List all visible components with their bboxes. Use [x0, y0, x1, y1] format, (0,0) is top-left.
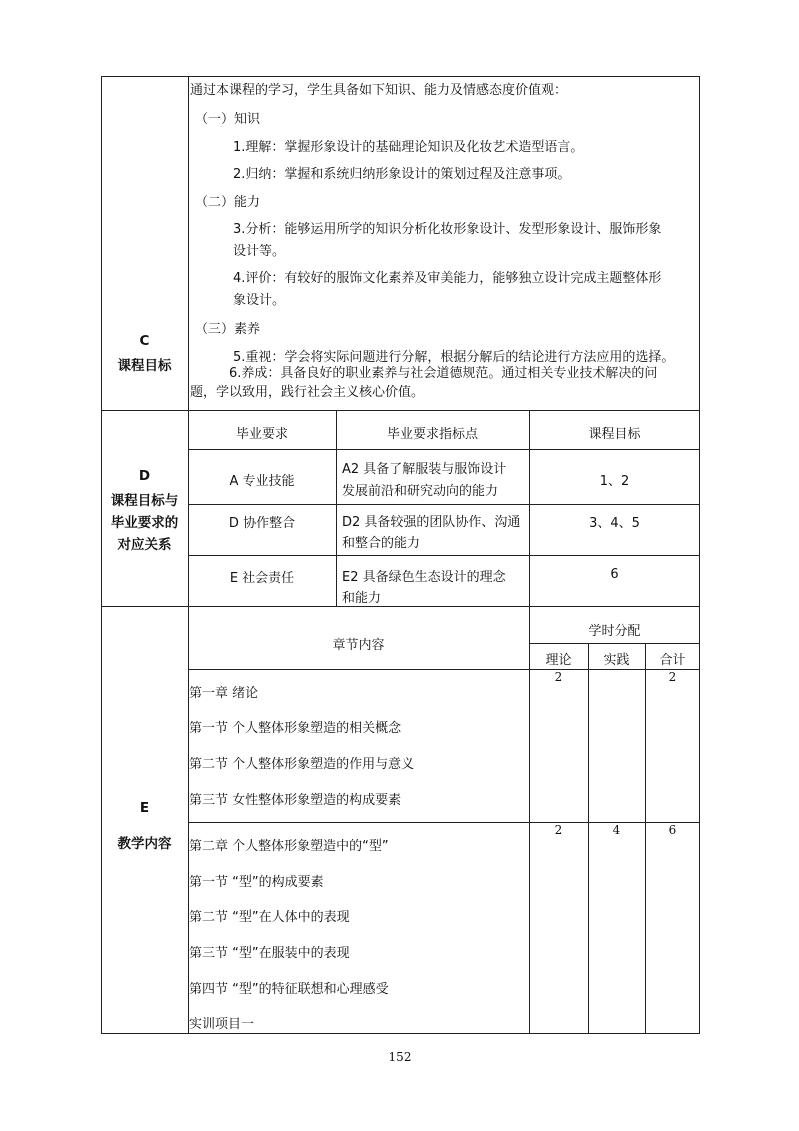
section-e-code: E	[139, 800, 150, 816]
c-item-6-line1: 6.养成：具备良好的职业素养与社会道德规范。通过相关专业技术解决的问	[229, 366, 658, 381]
d-row3-indicator-line2: 和能力	[342, 591, 382, 606]
section-d-code: D	[138, 468, 151, 484]
c-heading-knowledge: （一）知识	[195, 112, 261, 127]
d-header-indicator: 毕业要求指标点	[386, 427, 478, 442]
e-subheader-total: 合计	[659, 653, 686, 668]
d-row-line-2	[188, 504, 700, 505]
c-item-6-line2: 题，学以致用，践行社会主义核心价值。	[190, 385, 425, 400]
e-ch1-line-3: 第二节 个人整体形象塑造的作用与意义	[189, 757, 415, 772]
c-item-2: 2.归纳：掌握和系统归纳形象设计的策划过程及注意事项。	[233, 167, 571, 182]
d-row2-requirement: D 协作整合	[228, 516, 296, 531]
table-border-left	[101, 76, 102, 1034]
c-item-5: 5.重视：学会将实际问题进行分解，根据分解后的结论进行方法应用的选择。	[233, 350, 675, 365]
e-ch2-line-1: 第二章 个人整体形象塑造中的“型”	[189, 839, 389, 854]
d-header-goal: 课程目标	[588, 427, 641, 442]
d-row-line-3	[188, 555, 700, 556]
d-row2-indicator-line1: D2 具备较强的团队协作、沟通	[342, 515, 521, 530]
section-divider-d-e	[101, 606, 700, 607]
e-subheader-practice: 实践	[603, 653, 630, 668]
e-header-hours: 学时分配	[588, 624, 641, 639]
d-row2-indicator-line2: 和整合的能力	[342, 536, 421, 551]
e-header-bottom-line	[188, 669, 700, 670]
e-ch2-practice: 4	[612, 823, 621, 837]
e-ch2-line-3: 第二节 “型”在人体中的表现	[189, 910, 350, 925]
e-ch1-line-1: 第一章 绪论	[189, 686, 259, 701]
d-header-requirement: 毕业要求	[235, 427, 288, 442]
c-item-4-line2: 象设计。	[233, 293, 286, 308]
e-ch2-total: 6	[668, 823, 677, 837]
table-border-top	[101, 76, 700, 77]
c-item-1: 1.理解：掌握形象设计的基础理论知识及化妆艺术造型语言。	[233, 140, 584, 155]
c-item-3-line2: 设计等。	[233, 244, 286, 259]
e-col-line-practice	[645, 643, 646, 1034]
page-number: 152	[388, 1050, 412, 1064]
section-divider-c-d	[101, 410, 700, 411]
d-row-line-1	[188, 449, 700, 450]
d-row3-requirement: E 社会责任	[229, 571, 295, 586]
e-ch2-line-4: 第三节 “型”在服装中的表现	[189, 946, 350, 961]
c-heading-ability: （二）能力	[195, 195, 261, 210]
d-row1-indicator-line1: A2 具备了解服装与服饰设计	[342, 462, 507, 477]
e-subheader-theory: 理论	[545, 653, 572, 668]
d-row2-goal: 3、4、5	[589, 516, 640, 531]
e-ch2-line-2: 第一节 “型”的构成要素	[189, 875, 324, 890]
section-d-title-line2: 毕业要求的	[110, 515, 179, 531]
c-item-4-line1: 4.评价：有较好的服饰文化素养及审美能力，能够独立设计完成主题整体形	[233, 271, 662, 286]
d-row3-indicator-line1: E2 具备绿色生态设计的理念	[342, 570, 506, 585]
e-ch2-line-5: 第四节 “型”的特征联想和心理感受	[189, 982, 389, 997]
section-d-title-line1: 课程目标与	[110, 493, 179, 509]
section-d-title-line3: 对应关系	[117, 537, 172, 553]
d-row1-requirement: A 专业技能	[229, 474, 295, 489]
c-intro: 通过本课程的学习，学生具备如下知识、能力及情感态度价值观：	[190, 83, 568, 98]
e-ch1-line-2: 第一节 个人整体形象塑造的相关概念	[189, 721, 402, 736]
e-ch1-total: 2	[668, 670, 677, 684]
section-e-title: 教学内容	[117, 836, 172, 852]
e-col-line-theory	[588, 643, 589, 1034]
d-row3-goal: 6	[610, 567, 619, 582]
c-item-3-line1: 3.分析：能够运用所学的知识分析化妆形象设计、发型形象设计、服饰形象	[233, 222, 662, 237]
e-ch2-theory: 2	[554, 823, 563, 837]
table-border-bottom	[101, 1033, 700, 1034]
e-hours-subheader-line	[529, 643, 700, 644]
e-header-content: 章节内容	[332, 638, 385, 653]
e-ch1-theory: 2	[554, 670, 563, 684]
c-heading-quality: （三）素养	[195, 322, 261, 337]
section-c-code: C	[139, 333, 150, 349]
section-c-title: 课程目标	[117, 358, 172, 374]
e-ch1-line-4: 第三节 女性整体形象塑造的构成要素	[189, 793, 402, 808]
d-row1-goal: 1、2	[599, 474, 630, 489]
d-row1-indicator-line2: 发展前沿和研究动向的能力	[342, 484, 499, 499]
e-ch2-line-6: 实训项目一	[189, 1017, 255, 1032]
